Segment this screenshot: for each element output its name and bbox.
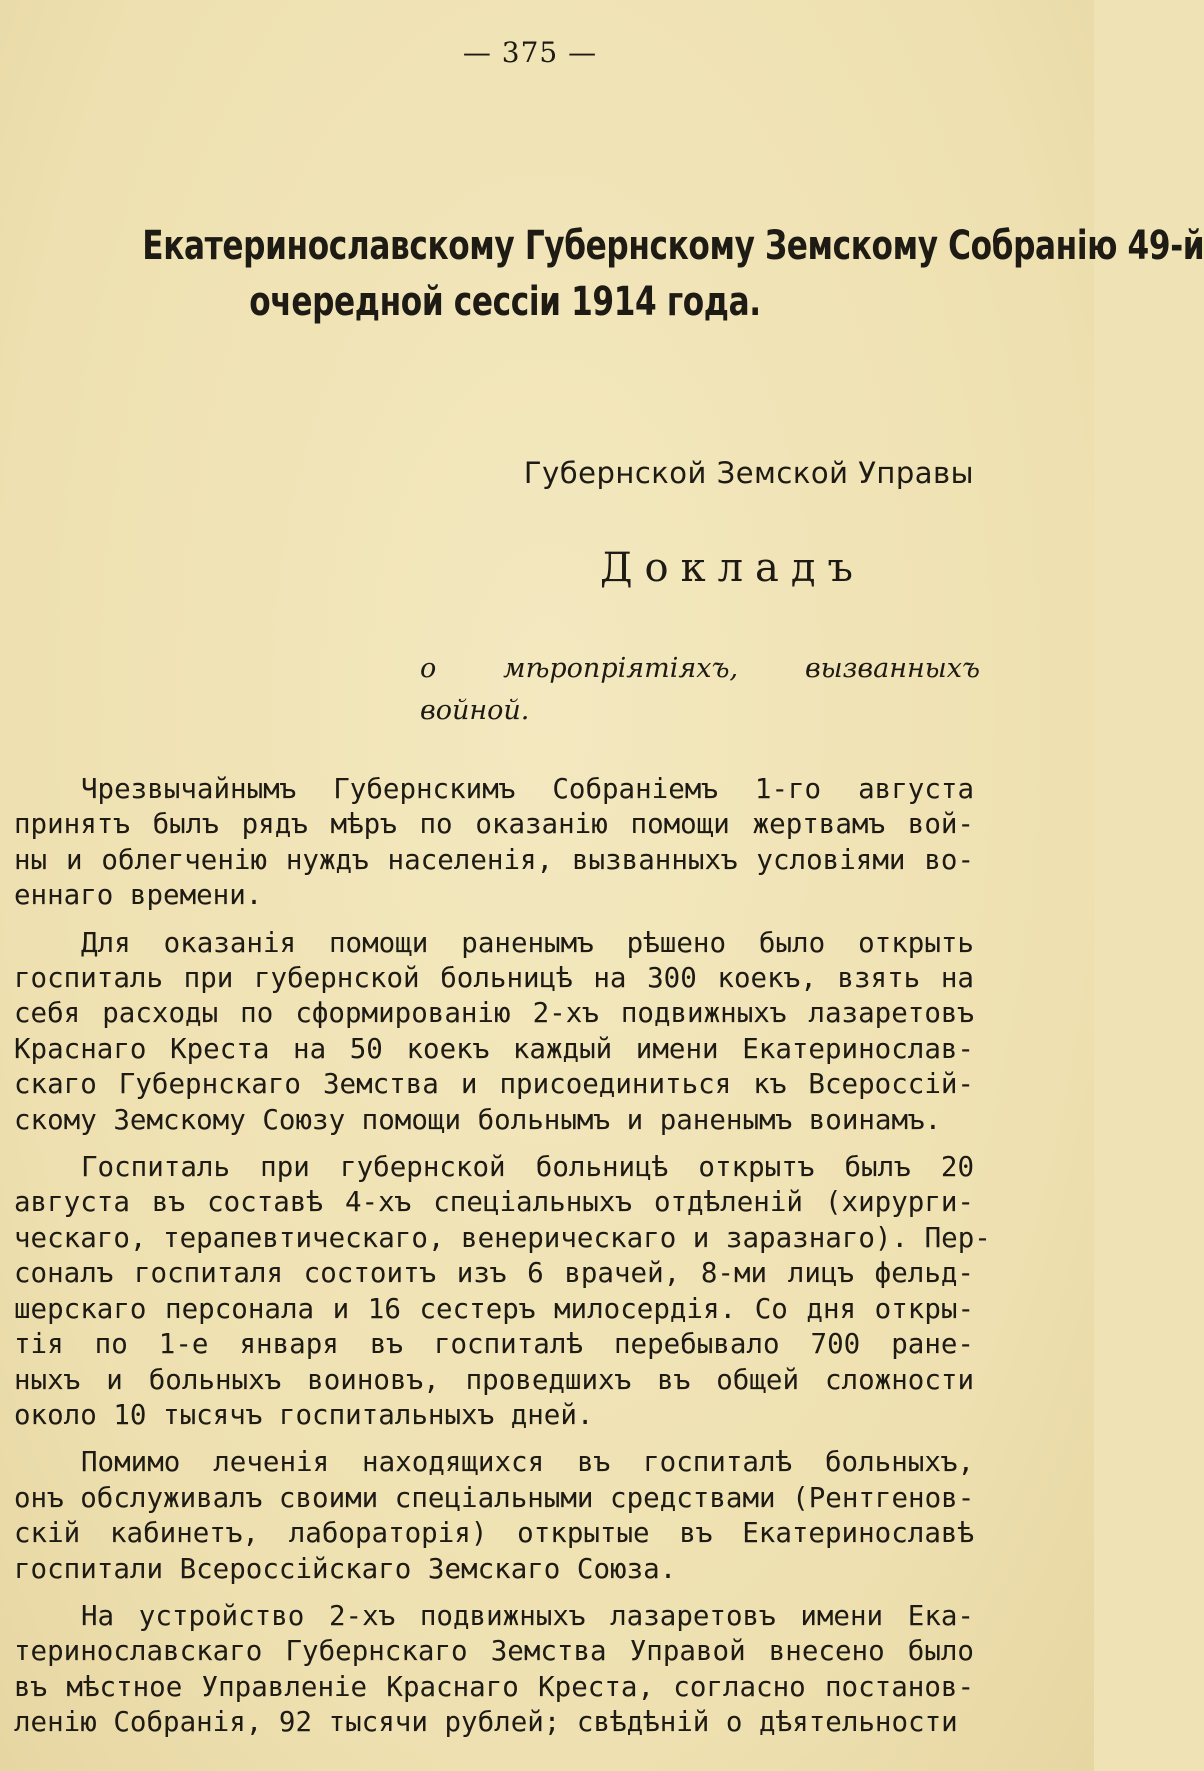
heading-line-2: очередной сессіи 1914 года. [249,279,761,325]
subject-line-1: о мѣропріятіяхъ, вызванныхъ [420,653,980,684]
paragraph-line: госпитали Всероссійскаго Земскаго Союза. [14,1552,677,1585]
heading-line-1: Екатеринославскому Губернскому Земскому Собранію 49-й [142,223,1204,269]
document-type-title: Докладъ [600,545,865,591]
paragraph-line: ныхъ и больныхъ воиновъ, проведшихъ въ общей сложности [14,1363,974,1396]
paragraph-line: На устройство 2-хъ подвижныхъ лазаретовъ имени Ека- [81,1599,974,1632]
paragraph-line: августа въ составѣ 4-хъ спеціальныхъ отдѣленій (хирурги- [14,1186,974,1219]
paragraph-line: ленію Собранія, 92 тысячи рублей; свѣдѣній о дѣятельности [14,1706,958,1739]
paragraph-line: ны и облегченію нуждъ населенія, вызванныхъ условіями во- [14,843,974,876]
paragraph-line: скій кабинетъ, лабораторія) открытые въ Екатеринославѣ [14,1517,974,1550]
paragraph [14,772,974,914]
paragraph-line: ческаго, терапевтическаго, венерическаго и заразнаго). Пер- [14,1221,991,1254]
paragraph [14,1445,974,1587]
paragraph-line: около 10 тысячъ госпитальныхъ дней. [14,1398,594,1431]
body-text [14,772,991,1753]
paragraph-line: въ мѣстное Управленіе Краснаго Креста, согласно постанов- [14,1670,974,1703]
paragraph-line: Для оказанія помощи раненымъ рѣшено было открыть [81,926,974,959]
paragraph-line: Госпиталь при губернской больницѣ открытъ былъ 20 [81,1151,974,1184]
paragraph-line: теринославскаго Губернскаго Земства Управой внесено было [14,1635,974,1668]
paragraph-line: госпиталь при губернской больницѣ на 300 коекъ, взять на [14,962,974,995]
paragraph-line: скаго Губернскаго Земства и присоединиться къ Всероссій- [14,1068,974,1101]
paragraph-line: еннаго времени. [14,879,263,912]
paragraph-line: скому Земскому Союзу помощи больнымъ и раненымъ воинамъ. [14,1103,942,1136]
paragraph-line: онъ обслуживалъ своими спеціальными средствами (Рентгенов- [14,1481,975,1514]
report-subject [420,648,980,732]
page-number: — 375 — [462,36,598,69]
document-heading [142,218,1204,330]
paragraph-line: соналъ госпиталя состоитъ изъ 6 врачей, 8-ми лицъ фельд- [14,1257,974,1290]
paragraph [14,926,974,1138]
paragraph-line: себя расходы по сформированію 2-хъ подвижныхъ лазаретовъ [14,997,974,1030]
paragraph-line: принятъ былъ рядъ мѣръ по оказанію помощи жертвамъ вой- [14,808,974,841]
paragraph [14,1599,974,1741]
subject-line-2: войной. [420,695,530,726]
paragraph-line: Помимо леченія находящихся въ госпиталѣ больныхъ, [81,1446,974,1479]
paragraph-line: шерскаго персонала и 16 сестеръ милосердія. Со дня откры- [14,1292,974,1325]
issuing-authority: Губернской Земской Управы [523,456,974,490]
paragraph [14,1150,991,1433]
paragraph-line: тія по 1-е января въ госпиталѣ перебывало 700 ране- [14,1328,974,1361]
paragraph-line: Краснаго Креста на 50 коекъ каждый имени Екатеринослав- [14,1032,974,1065]
paragraph-line: Чрезвычайнымъ Губернскимъ Собраніемъ 1-го августа [81,773,974,805]
